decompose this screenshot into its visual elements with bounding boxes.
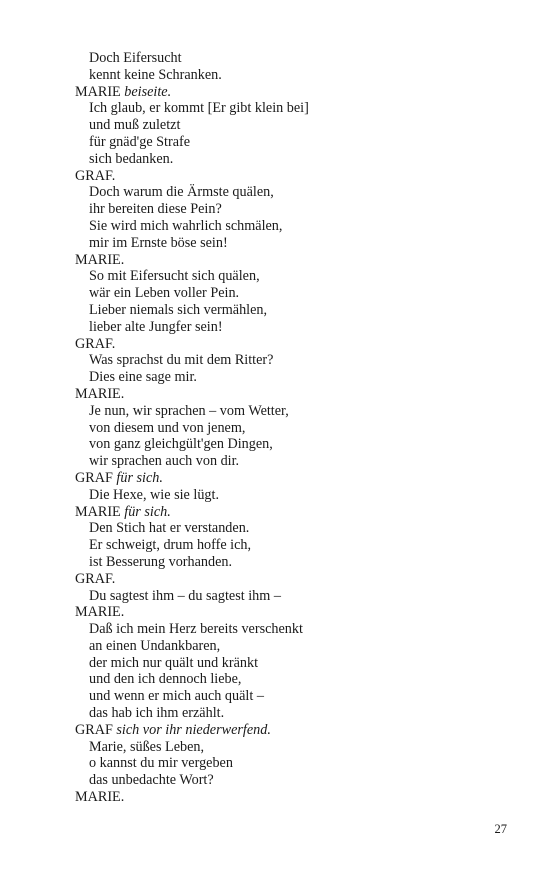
stage-direction: beiseite. bbox=[124, 83, 172, 100]
verse-text: Lieber niemals sich vermählen, bbox=[89, 301, 268, 318]
verse-line bbox=[75, 302, 515, 319]
verse-line bbox=[75, 688, 515, 705]
verse-text: Daß ich mein Herz bereits verschenkt bbox=[89, 621, 303, 638]
verse-text: und den ich dennoch liebe, bbox=[89, 671, 242, 688]
speaker-line bbox=[75, 722, 515, 739]
verse-text: Was sprachst du mit dem Ritter? bbox=[89, 352, 274, 369]
verse-line bbox=[75, 201, 515, 218]
verse-text: für gnäd'ge Strafe bbox=[89, 133, 191, 150]
verse-line bbox=[75, 285, 515, 302]
speaker-line bbox=[75, 386, 515, 403]
verse-text: der mich nur quält und kränkt bbox=[89, 654, 259, 671]
speaker-name: GRAF bbox=[75, 469, 117, 486]
verse-text: und wenn er mich auch quält – bbox=[89, 688, 264, 705]
verse-text: Dies eine sage mir. bbox=[89, 369, 197, 386]
stage-direction: für sich. bbox=[116, 469, 163, 486]
verse-line bbox=[75, 268, 515, 285]
verse-text: o kannst du mir vergeben bbox=[89, 755, 233, 772]
verse-text: Du sagtest ihm – du sagtest ihm – bbox=[89, 587, 281, 604]
page-number: 27 bbox=[494, 822, 507, 836]
verse-line bbox=[75, 739, 515, 756]
speaker-line bbox=[75, 504, 515, 521]
verse-line bbox=[75, 235, 515, 252]
verse-text: von diesem und von jenem, bbox=[89, 419, 246, 436]
verse-line bbox=[75, 151, 515, 168]
verse-text: mir im Ernste böse sein! bbox=[89, 234, 228, 251]
verse-text: ist Besserung vorhanden. bbox=[89, 553, 233, 570]
speaker-line bbox=[75, 84, 515, 101]
verse-text: das hab ich ihm erzählt. bbox=[89, 705, 225, 722]
verse-line bbox=[75, 436, 515, 453]
verse-line bbox=[75, 554, 515, 571]
verse-line bbox=[75, 537, 515, 554]
verse-text: Sie wird mich wahrlich schmälen, bbox=[89, 217, 283, 234]
speaker-name: GRAF. bbox=[75, 570, 116, 587]
verse-text: Marie, süßes Leben, bbox=[89, 738, 205, 755]
verse-text: Doch Eifersucht bbox=[89, 50, 182, 66]
verse-text: wir sprachen auch von dir. bbox=[89, 453, 240, 470]
verse-line bbox=[75, 772, 515, 789]
page-text bbox=[75, 50, 515, 806]
stage-direction: für sich. bbox=[124, 503, 171, 520]
verse-line bbox=[75, 755, 515, 772]
verse-line bbox=[75, 369, 515, 386]
verse-line bbox=[75, 520, 515, 537]
verse-text: ihr bereiten diese Pein? bbox=[89, 201, 222, 218]
verse-line bbox=[75, 117, 515, 134]
verse-line bbox=[75, 671, 515, 688]
verse-text: von ganz gleichgült'gen Dingen, bbox=[89, 436, 273, 453]
speaker-name: MARIE. bbox=[75, 789, 125, 806]
speaker-line bbox=[75, 470, 515, 487]
stage-direction: sich vor ihr niederwerfend. bbox=[116, 721, 271, 738]
verse-line bbox=[75, 588, 515, 605]
verse-line bbox=[75, 403, 515, 420]
verse-text: Doch warum die Ärmste quälen, bbox=[89, 184, 274, 201]
speaker-name: MARIE. bbox=[75, 385, 125, 402]
verse-text: Je nun, wir sprachen – vom Wetter, bbox=[89, 402, 289, 419]
verse-line bbox=[75, 487, 515, 504]
verse-line bbox=[75, 319, 515, 336]
speaker-line bbox=[75, 789, 515, 806]
speaker-name: GRAF. bbox=[75, 167, 116, 184]
speaker-line bbox=[75, 336, 515, 353]
speaker-name: GRAF bbox=[75, 721, 117, 738]
verse-text: an einen Undankbaren, bbox=[89, 637, 221, 654]
verse-line bbox=[75, 638, 515, 655]
verse-line bbox=[75, 50, 515, 67]
verse-line bbox=[75, 67, 515, 84]
verse-line bbox=[75, 655, 515, 672]
verse-text: Er schweigt, drum hoffe ich, bbox=[89, 537, 252, 554]
verse-line bbox=[75, 705, 515, 722]
speaker-line bbox=[75, 571, 515, 588]
speaker-line bbox=[75, 252, 515, 269]
speaker-name: MARIE bbox=[75, 503, 125, 520]
verse-text: Den Stich hat er verstanden. bbox=[89, 520, 250, 537]
speaker-name: MARIE bbox=[75, 83, 125, 100]
verse-line bbox=[75, 218, 515, 235]
speaker-line bbox=[75, 604, 515, 621]
verse-text: kennt keine Schranken. bbox=[89, 66, 222, 83]
verse-line bbox=[75, 184, 515, 201]
verse-line bbox=[75, 134, 515, 151]
speaker-name: GRAF. bbox=[75, 335, 116, 352]
verse-text: sich bedanken. bbox=[89, 150, 174, 167]
verse-line bbox=[75, 352, 515, 369]
speaker-name: MARIE. bbox=[75, 251, 125, 268]
verse-text: lieber alte Jungfer sein! bbox=[89, 318, 223, 335]
verse-text: Ich glaub, er kommt [Er gibt klein bei] bbox=[89, 100, 309, 117]
verse-text: So mit Eifersucht sich quälen, bbox=[89, 268, 260, 285]
verse-line bbox=[75, 420, 515, 437]
verse-text: Die Hexe, wie sie lügt. bbox=[89, 486, 220, 503]
verse-text: das unbedachte Wort? bbox=[89, 772, 214, 789]
verse-text: wär ein Leben voller Pein. bbox=[89, 285, 240, 302]
verse-line bbox=[75, 100, 515, 117]
verse-line bbox=[75, 453, 515, 470]
verse-line bbox=[75, 621, 515, 638]
verse-text: und muß zuletzt bbox=[89, 117, 181, 134]
speaker-line bbox=[75, 168, 515, 185]
speaker-name: MARIE. bbox=[75, 604, 125, 621]
